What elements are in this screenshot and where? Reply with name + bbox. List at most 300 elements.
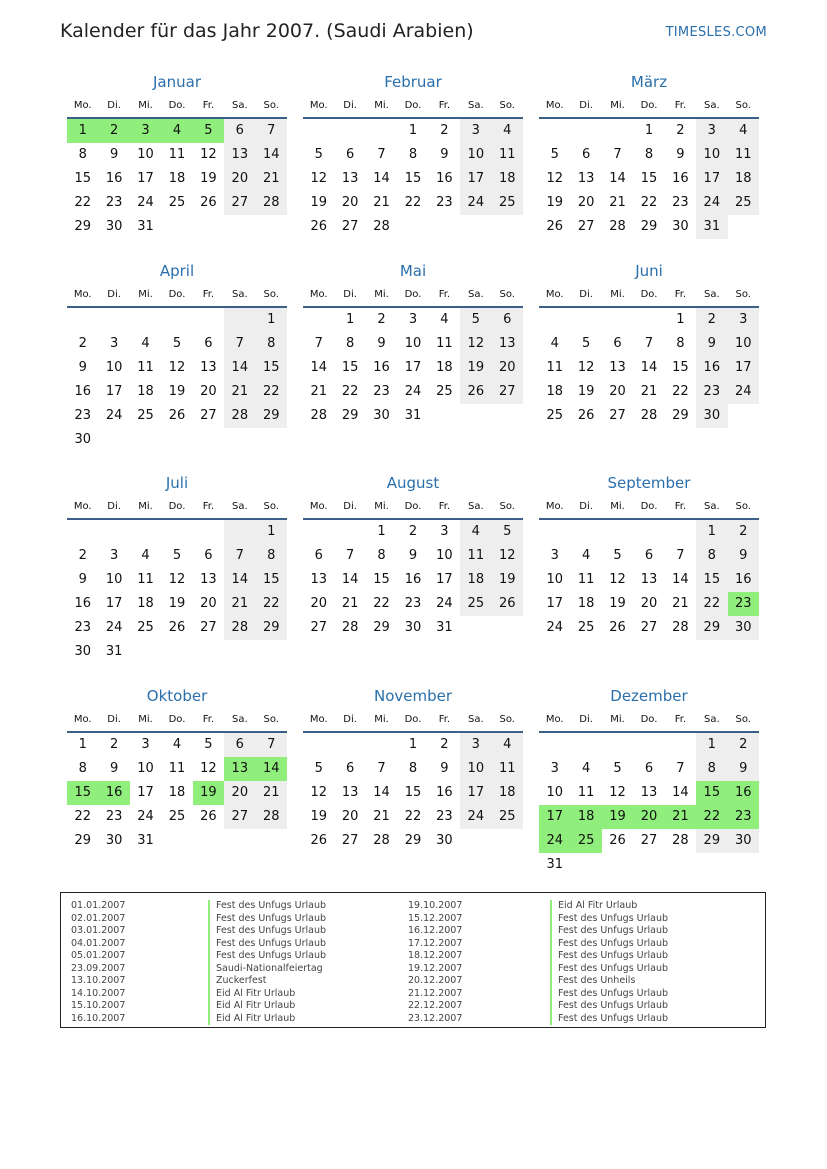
day-cell: 27 [492,380,523,404]
empty-cell [633,520,664,544]
weekday-label: Fr. [202,100,215,111]
day-cell: 3 [728,308,759,332]
day-cell: 10 [137,761,154,776]
day-cell: 21 [373,195,390,210]
weekday-label: Mo. [73,289,92,300]
weekday-label: Mo. [309,501,328,512]
day-cell: 13 [200,572,217,587]
day-cell: 22 [74,809,91,824]
empty-cell [665,520,696,544]
month-märz [539,70,759,239]
weekday-label: Sa. [467,100,484,111]
holiday-day-cell: 13 [224,757,255,781]
day-cell: 12 [609,785,626,800]
month-name: Februar [384,73,442,91]
weekday-label: Do. [404,100,422,111]
weekday-label: Sa. [703,501,720,512]
day-cell: 11 [137,572,154,587]
day-cell: 13 [577,171,595,186]
day-grid [303,520,523,640]
day-cell: 26 [310,219,327,234]
day-cell: 23 [105,195,123,210]
day-cell: 7 [224,332,255,356]
day-cell: 29 [640,219,658,234]
day-cell: 13 [609,360,626,375]
day-cell: 21 [224,380,255,404]
month-name: September [607,474,691,492]
holiday-name: Fest des Unfugs Urlaub [208,950,326,963]
day-cell: 20 [310,596,327,611]
month-name: Mai [399,262,427,280]
weekday-label: So. [263,714,279,725]
day-cell: 27 [310,620,327,635]
holiday-date: 21.12.2007 [408,987,463,999]
holiday-dates-left [71,900,125,1025]
day-cell: 1 [256,520,287,544]
day-cell: 27 [341,219,359,234]
day-cell: 1 [377,524,386,539]
holiday-day-cell: 23 [728,592,759,616]
weekday-label: Mi. [610,714,625,725]
day-cell: 3 [460,119,491,143]
day-cell: 7 [377,147,386,162]
day-cell: 20 [640,596,658,611]
day-cell: 20 [200,384,217,399]
weekday-label: Fr. [202,714,215,725]
day-cell: 10 [728,332,759,356]
day-cell: 26 [609,620,626,635]
day-cell: 22 [256,380,287,404]
day-cell: 2 [676,123,685,138]
holiday-day-cell: 1 [67,119,98,143]
day-cell: 14 [672,785,689,800]
weekday-label: Mo. [545,289,564,300]
day-cell: 18 [492,781,523,805]
day-cell: 28 [341,620,359,635]
day-cell: 4 [550,336,559,351]
day-cell: 29 [404,833,422,848]
day-cell: 23 [436,195,453,210]
empty-cell [224,308,255,332]
day-cell: 27 [341,833,359,848]
day-cell: 15 [341,360,359,375]
day-cell: 26 [200,809,217,824]
day-cell: 17 [105,596,123,611]
day-cell: 28 [672,620,689,635]
day-cell: 22 [404,195,422,210]
day-cell: 31 [436,620,453,635]
weekday-label: Di. [343,289,357,300]
day-cell: 15 [373,572,390,587]
holiday-names-right [550,900,668,1025]
day-cell: 16 [74,596,91,611]
day-cell: 8 [644,147,654,162]
weekday-label: Di. [343,501,357,512]
day-cell: 26 [168,620,186,635]
day-cell: 25 [577,620,595,635]
holiday-date: 16.10.2007 [71,1012,126,1024]
day-cell: 31 [546,857,563,872]
day-cell: 17 [436,572,453,587]
day-cell: 25 [168,195,186,210]
day-cell: 5 [492,520,523,544]
day-cell: 18 [436,360,453,375]
day-cell: 5 [613,761,622,776]
day-cell: 27 [577,219,595,234]
day-cell: 18 [546,384,563,399]
weekday-label: Fr. [438,289,451,300]
holiday-name: Eid Al Fitr Urlaub [208,988,326,1001]
day-cell: 12 [492,544,523,568]
day-grid [303,308,523,428]
weekday-label: Do. [640,289,658,300]
day-cell: 20 [224,167,255,191]
day-cell: 27 [200,620,217,635]
day-cell: 5 [460,308,491,332]
day-cell: 25 [137,408,154,423]
day-cell: 12 [168,572,186,587]
weekday-label: Mi. [138,501,153,512]
holiday-name: Fest des Unfugs Urlaub [550,938,668,951]
holiday-name: Fest des Unfugs Urlaub [550,1013,668,1026]
day-cell: 7 [676,761,685,776]
day-cell: 10 [546,785,563,800]
month-name: April [159,262,195,280]
holiday-date: 22.12.2007 [408,1000,463,1011]
day-cell: 25 [492,191,523,215]
holiday-name: Fest des Unfugs Urlaub [550,963,668,976]
empty-cell [303,520,334,544]
day-cell: 3 [440,524,449,539]
day-cell: 15 [404,785,422,800]
day-cell: 31 [137,833,154,848]
day-cell: 8 [345,336,355,351]
day-cell: 16 [373,360,390,375]
holiday-name: Fest des Unfugs Urlaub [550,988,668,1001]
day-cell: 23 [696,380,727,404]
empty-cell [539,119,570,143]
day-cell: 24 [436,596,453,611]
empty-cell [539,733,570,757]
weekday-header [539,495,759,520]
day-cell: 28 [640,408,658,423]
month-name: Januar [153,73,201,91]
holiday-name: Fest des Unfugs Urlaub [550,1000,668,1013]
day-cell: 20 [200,596,217,611]
weekday-label: Mo. [309,100,328,111]
day-cell: 1 [696,520,727,544]
weekday-label: Di. [343,100,357,111]
weekday-label: Di. [107,289,121,300]
day-cell: 26 [577,408,595,423]
holiday-name: Eid Al Fitr Urlaub [208,1013,326,1026]
day-cell: 19 [310,195,327,210]
weekday-label: Fr. [202,289,215,300]
day-cell: 16 [404,572,422,587]
holiday-day-cell: 2 [98,119,129,143]
day-cell: 30 [696,404,727,428]
day-cell: 3 [550,548,559,563]
day-cell: 18 [168,171,186,186]
weekday-label: Do. [404,714,422,725]
day-cell: 4 [492,119,523,143]
day-cell: 6 [224,119,255,143]
day-cell: 29 [74,219,91,234]
day-cell: 7 [676,548,685,563]
day-cell: 14 [341,572,359,587]
day-cell: 9 [109,761,119,776]
day-grid [67,308,287,452]
empty-cell [570,520,601,544]
day-cell: 18 [168,785,186,800]
day-cell: 21 [609,195,626,210]
day-cell: 6 [314,548,323,563]
day-cell: 22 [404,809,422,824]
month-dezember [539,684,759,877]
day-cell: 24 [460,805,491,829]
day-cell: 22 [640,195,658,210]
weekday-label: Sa. [467,289,484,300]
weekday-label: So. [735,714,751,725]
weekday-label: Mi. [374,289,389,300]
day-cell: 6 [204,336,213,351]
day-cell: 10 [460,757,491,781]
holiday-date: 19.10.2007 [408,900,463,911]
day-cell: 17 [696,167,727,191]
day-cell: 22 [74,195,91,210]
holiday-day-cell: 15 [696,781,727,805]
day-cell: 19 [577,384,595,399]
day-cell: 24 [728,380,759,404]
day-cell: 13 [200,360,217,375]
weekday-label: Mi. [610,289,625,300]
day-cell: 29 [696,829,727,853]
day-cell: 4 [728,119,759,143]
day-cell: 10 [137,147,154,162]
day-cell: 15 [672,360,689,375]
day-cell: 28 [672,833,689,848]
weekday-label: Sa. [703,100,720,111]
day-cell: 20 [492,356,523,380]
day-cell: 24 [546,620,563,635]
day-cell: 21 [256,167,287,191]
day-cell: 29 [341,408,359,423]
day-cell: 9 [676,147,685,162]
day-cell: 11 [546,360,563,375]
day-cell: 21 [672,596,689,611]
weekday-label: Sa. [231,100,248,111]
day-cell: 10 [696,143,727,167]
holiday-day-cell: 19 [193,781,224,805]
day-cell: 19 [168,384,186,399]
weekday-header [539,708,759,733]
day-cell: 4 [141,548,150,563]
day-cell: 2 [696,308,727,332]
holiday-date: 16.12.2007 [408,925,463,936]
day-cell: 2 [728,520,759,544]
holiday-name: Fest des Unheils [550,975,668,988]
weekday-label: Fr. [674,501,687,512]
day-cell: 27 [224,805,255,829]
day-cell: 2 [377,312,386,327]
holiday-name: Saudi-Nationalfeiertag [208,963,326,976]
day-cell: 28 [373,833,390,848]
weekday-label: Mi. [374,501,389,512]
weekday-label: Fr. [674,289,687,300]
day-grid [539,119,759,239]
day-grid [539,733,759,877]
holiday-day-cell: 25 [570,829,601,853]
holiday-day-cell: 14 [256,757,287,781]
day-cell: 26 [546,219,563,234]
weekday-label: So. [263,289,279,300]
day-cell: 21 [256,781,287,805]
day-cell: 18 [577,596,595,611]
holiday-date: 14.10.2007 [71,987,126,999]
day-cell: 8 [78,147,87,162]
day-cell: 14 [256,143,287,167]
day-cell: 15 [256,568,287,592]
holiday-names-left [208,900,326,1025]
holiday-date: 17.12.2007 [408,937,463,949]
empty-cell [366,733,397,757]
weekday-label: Mo. [545,100,564,111]
day-cell: 11 [168,147,186,162]
day-cell: 7 [613,147,622,162]
day-cell: 9 [408,548,418,563]
day-cell: 16 [728,568,759,592]
day-cell: 20 [224,781,255,805]
day-cell: 13 [341,785,359,800]
day-cell: 3 [141,737,150,752]
holiday-name: Zuckerfest [208,975,326,988]
weekday-label: Mi. [138,714,153,725]
holiday-date: 20.12.2007 [408,975,463,986]
day-cell: 26 [460,380,491,404]
weekday-label: Mo. [309,289,328,300]
day-cell: 4 [581,548,591,563]
page-title: Kalender für das Jahr 2007. (Saudi Arabien) [60,20,474,42]
weekday-label: So. [735,501,751,512]
brand-link[interactable]: TIMESLES.COM [665,25,767,40]
day-cell: 29 [256,616,287,640]
month-oktober [67,684,287,853]
day-cell: 18 [137,384,154,399]
day-cell: 4 [141,336,150,351]
month-april [67,259,287,452]
day-cell: 6 [345,761,355,776]
holiday-date: 15.10.2007 [71,1000,126,1011]
day-cell: 16 [436,171,453,186]
holiday-date: 01.01.2007 [71,900,126,911]
day-cell: 9 [696,332,727,356]
day-cell: 1 [78,737,87,752]
holiday-day-cell: 23 [728,805,759,829]
day-cell: 30 [436,833,453,848]
day-cell: 4 [492,733,523,757]
day-cell: 28 [373,219,390,234]
day-cell: 29 [672,408,689,423]
day-cell: 12 [577,360,595,375]
day-cell: 14 [224,356,255,380]
weekday-label: Di. [343,714,357,725]
day-cell: 10 [105,572,123,587]
weekday-label: Sa. [703,289,720,300]
empty-cell [539,308,570,332]
day-cell: 29 [74,833,91,848]
day-cell: 24 [460,191,491,215]
weekday-label: Di. [579,501,593,512]
day-cell: 1 [696,733,727,757]
day-cell: 25 [436,384,453,399]
day-cell: 7 [345,548,355,563]
day-cell: 13 [310,572,327,587]
weekday-label: Fr. [438,100,451,111]
holiday-date: 02.01.2007 [71,912,126,924]
holiday-date: 04.01.2007 [71,937,126,949]
weekday-header [303,708,523,733]
day-cell: 21 [373,809,390,824]
weekday-label: Mi. [610,501,625,512]
day-cell: 8 [696,544,727,568]
day-cell: 12 [546,171,563,186]
day-cell: 16 [105,171,123,186]
weekday-label: Mi. [138,100,153,111]
day-cell: 14 [310,360,327,375]
day-cell: 3 [460,733,491,757]
weekday-label: So. [735,289,751,300]
day-cell: 13 [224,143,255,167]
day-cell: 30 [672,219,689,234]
weekday-header [303,283,523,308]
weekday-label: Mi. [374,100,389,111]
weekday-header [539,283,759,308]
day-grid [539,308,759,428]
day-cell: 16 [696,356,727,380]
day-cell: 31 [105,644,123,659]
empty-cell [161,520,192,544]
day-cell: 30 [105,833,123,848]
holiday-name: Fest des Unfugs Urlaub [208,925,326,938]
holiday-date: 23.12.2007 [408,1012,463,1024]
day-cell: 28 [256,805,287,829]
day-cell: 19 [546,195,563,210]
weekday-label: Do. [404,289,422,300]
day-cell: 26 [310,833,327,848]
month-februar [303,70,523,239]
day-cell: 28 [310,408,327,423]
day-cell: 14 [373,171,390,186]
weekday-label: So. [263,100,279,111]
day-cell: 8 [696,757,727,781]
day-cell: 2 [408,524,418,539]
day-cell: 11 [577,572,595,587]
weekday-label: Sa. [231,501,248,512]
day-cell: 14 [373,785,390,800]
day-cell: 22 [672,384,689,399]
day-cell: 12 [200,761,217,776]
day-cell: 15 [640,171,658,186]
empty-cell [334,733,365,757]
day-cell: 27 [200,408,217,423]
day-cell: 14 [672,572,689,587]
day-cell: 6 [581,147,591,162]
day-cell: 9 [440,761,449,776]
month-juni [539,259,759,428]
weekday-label: So. [735,100,751,111]
day-cell: 25 [168,809,186,824]
weekday-header [303,94,523,119]
